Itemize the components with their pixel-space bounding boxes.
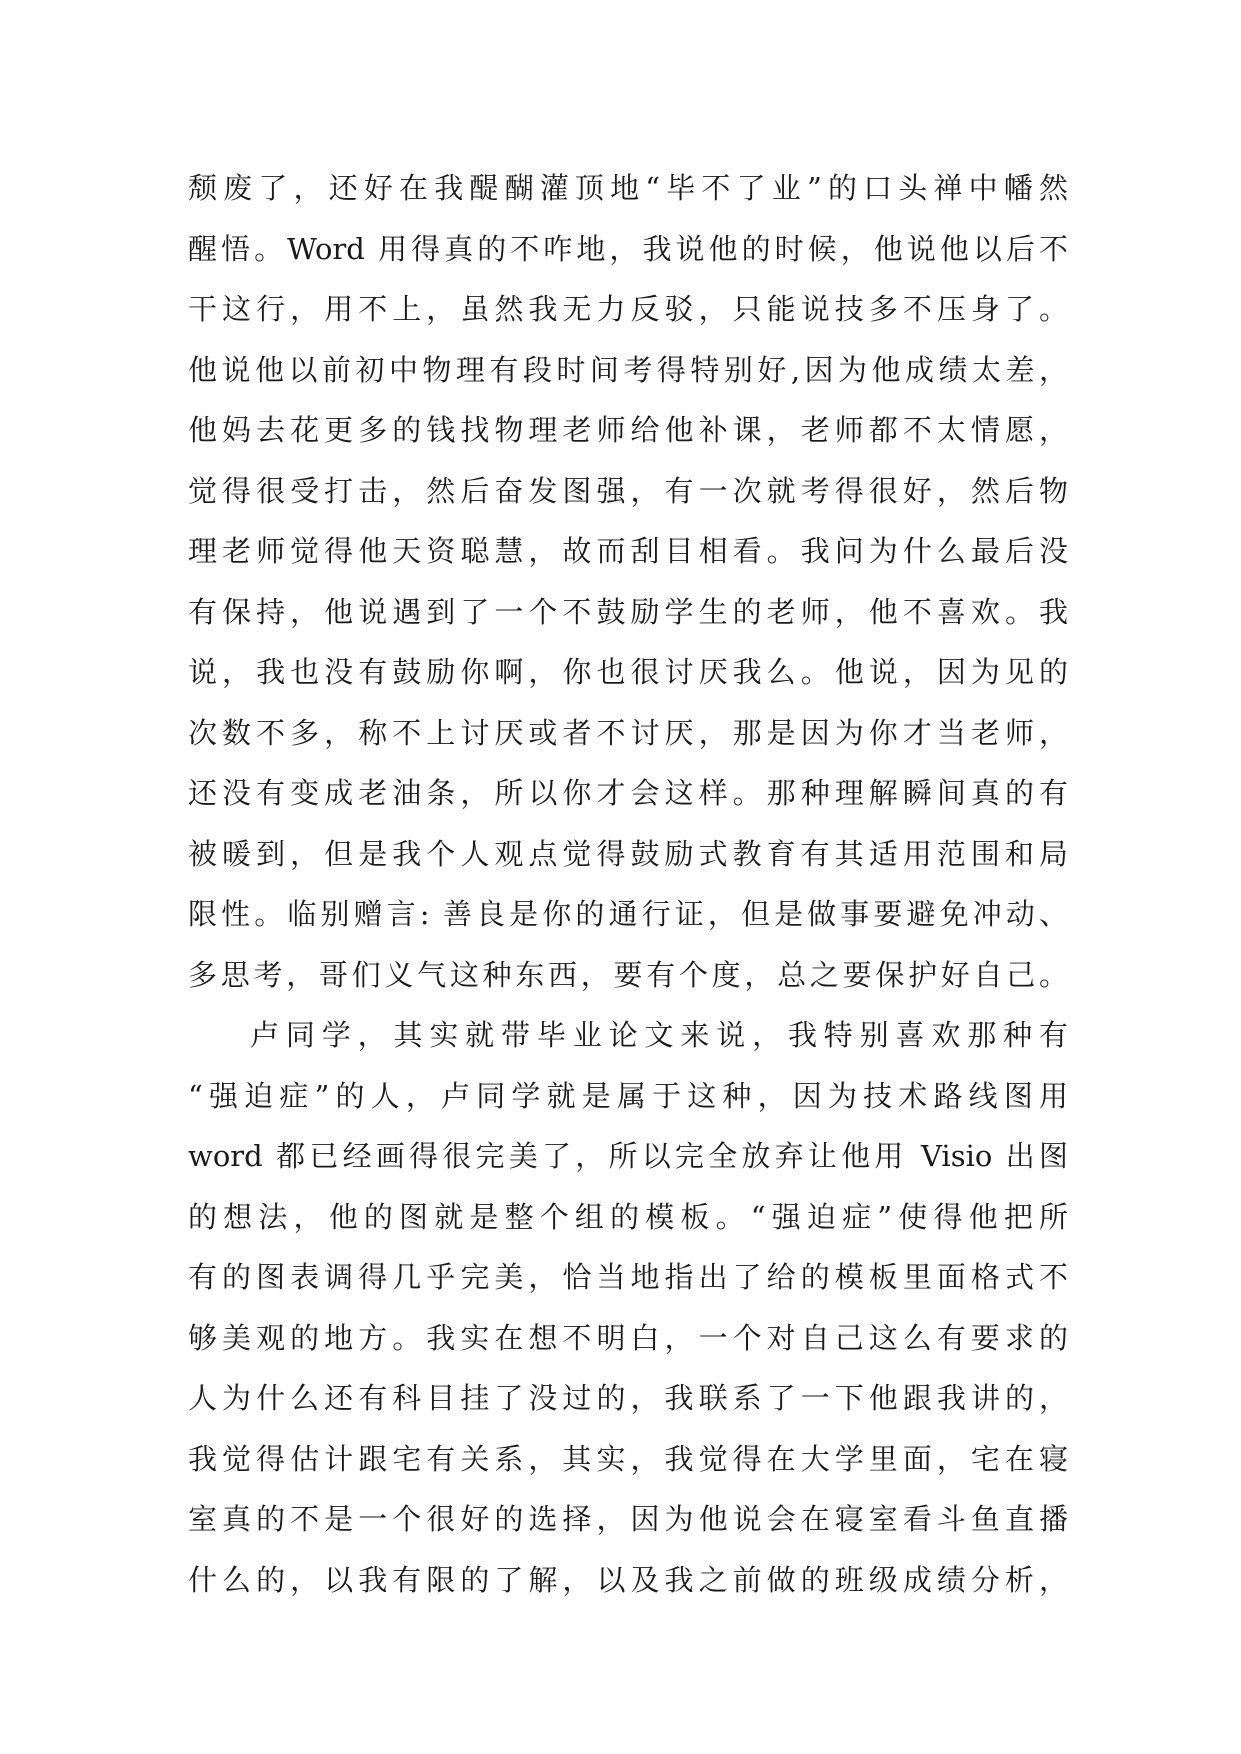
text-line: 还没有变成老油条，所以你才会这样。那种理解瞬间真的有 <box>188 776 1068 810</box>
text-line: 他说他以前初中物理有段时间考得特别好,因为他成绩太差， <box>188 352 1068 387</box>
text-line: 颓废了，还好在我醍醐灌顶地“毕不了业”的口头禅中幡然 <box>188 171 1068 205</box>
text-line: 干这行，用不上，虽然我无力反驳，只能说技多不压身了。 <box>188 292 1068 326</box>
text-line: 我觉得估计跟宅有关系，其实，我觉得在大学里面，宅在寝 <box>188 1441 1068 1476</box>
text-line: 人为什么还有科目挂了没过的，我联系了一下他跟我讲的， <box>188 1381 1068 1415</box>
text-line: 他妈去花更多的钱找物理老师给他补课，老师都不太情愿， <box>188 413 1068 447</box>
body-text <box>188 158 1068 1610</box>
text-line: word 都已经画得很完美了，所以完全放弃让他用 Visio 出图 <box>188 1139 1068 1173</box>
paragraph-start-line: 卢同学，其实就带毕业论文来说，我特别喜欢那种有 <box>250 1018 1068 1052</box>
text-line: 室真的不是一个很好的选择，因为他说会在寝室看斗鱼直播 <box>188 1502 1068 1536</box>
text-line: 觉得很受打击，然后奋发图强，有一次就考得很好，然后物 <box>188 473 1068 508</box>
text-line: 的想法，他的图就是整个组的模板。“强迫症”使得他把所 <box>188 1199 1068 1234</box>
text-line: 什么的，以我有限的了解，以及我之前做的班级成绩分析， <box>188 1562 1068 1597</box>
text-line: 说，我也没有鼓励你啊，你也很讨厌我么。他说，因为见的 <box>188 655 1068 689</box>
text-line: 够美观的地方。我实在想不明白，一个对自己这么有要求的 <box>188 1320 1068 1355</box>
text-line: “强迫症”的人，卢同学就是属于这种，因为技术路线图用 <box>188 1078 1068 1113</box>
text-line: 次数不多，称不上讨厌或者不讨厌，那是因为你才当老师， <box>188 715 1068 750</box>
text-line: 被暖到，但是我个人观点觉得鼓励式教育有其适用范围和局 <box>188 836 1068 871</box>
text-line: 有的图表调得几乎完美，恰当地指出了给的模板里面格式不 <box>188 1260 1068 1294</box>
text-line: 理老师觉得他天资聪慧，故而刮目相看。我问为什么最后没 <box>188 534 1068 568</box>
text-line: 多思考，哥们义气这种东西，要有个度，总之要保护好自己。 <box>188 957 1068 992</box>
text-line: 醒悟。Word 用得真的不咋地，我说他的时候，他说他以后不 <box>188 231 1068 266</box>
text-line: 限性。临别赠言: 善良是你的通行证，但是做事要避免冲动、 <box>188 897 1068 931</box>
text-line: 有保持，他说遇到了一个不鼓励学生的老师，他不喜欢。我 <box>188 594 1068 629</box>
